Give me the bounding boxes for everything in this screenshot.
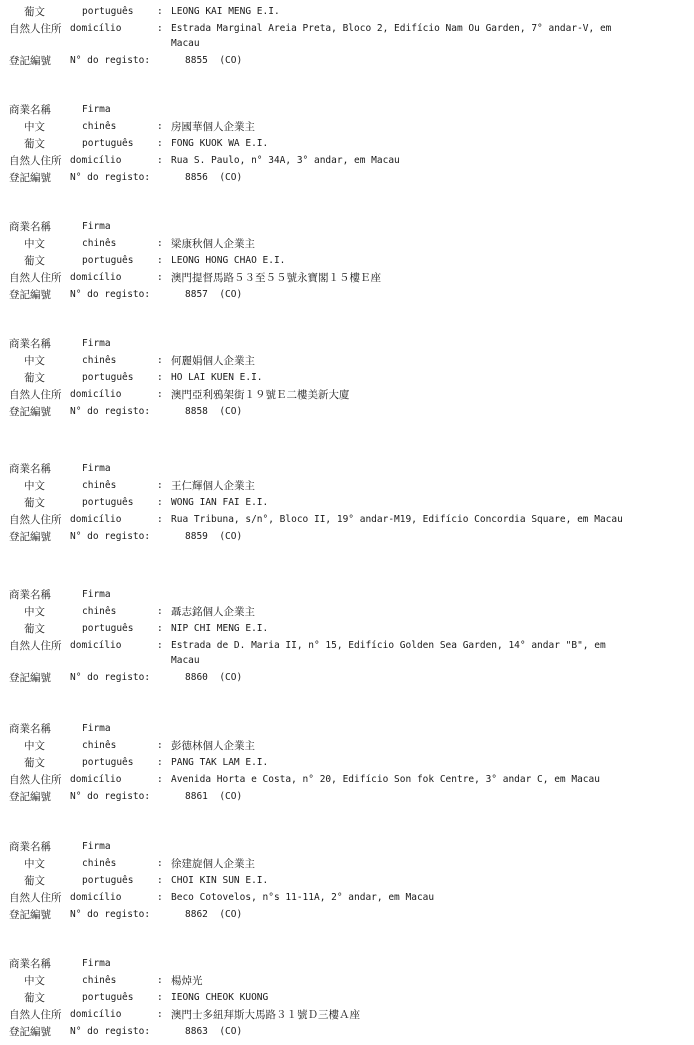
domicile-label-pt: domicílio: [70, 640, 122, 651]
field-colon: :: [157, 1009, 163, 1020]
registry-number: 8855 (CO): [185, 55, 243, 66]
chinese-name: 聶志銘個人企業主: [171, 606, 255, 618]
field-colon: :: [157, 640, 163, 651]
domicile-line: Estrada de D. Maria II, n° 15, Edifício Golden Sea Garden, 14° andar "B", em: [171, 640, 606, 651]
registry-number: 8858 (CO): [185, 406, 243, 417]
field-colon: :: [157, 975, 163, 986]
portuguese-name: IEONG CHEOK KUONG: [171, 992, 269, 1003]
firma-header-pt: Firma: [82, 589, 111, 600]
chinese-name: 王仁輝個人企業主: [171, 480, 255, 492]
chinese-label-pt: chinês: [82, 121, 117, 132]
domicile-label-zh: 自然人住所: [9, 23, 62, 35]
registry-label-zh: 登記編號: [9, 289, 51, 301]
firma-header-zh: 商業名稱: [9, 338, 51, 350]
registry-label-zh: 登記編號: [9, 672, 51, 684]
domicile-label-pt: domicílio: [70, 1009, 122, 1020]
portuguese-label-zh: 葡文: [24, 623, 45, 635]
registry-label-pt: N° do registo:: [70, 172, 151, 183]
registry-label-zh: 登記編號: [9, 406, 51, 418]
portuguese-label-pt: português: [82, 757, 134, 768]
firma-header-pt: Firma: [82, 958, 111, 969]
firma-header-zh: 商業名稱: [9, 463, 51, 475]
registry-number: 8860 (CO): [185, 672, 243, 683]
firma-header-zh: 商業名稱: [9, 841, 51, 853]
portuguese-label-zh: 葡文: [24, 875, 45, 887]
firma-header-pt: Firma: [82, 104, 111, 115]
domicile-label-zh: 自然人住所: [9, 272, 62, 284]
portuguese-label-zh: 葡文: [24, 497, 45, 509]
registry-label-pt: N° do registo:: [70, 406, 151, 417]
domicile-label-pt: domicílio: [70, 155, 122, 166]
portuguese-label-zh: 葡文: [24, 992, 45, 1004]
firma-header-zh: 商業名稱: [9, 221, 51, 233]
domicile-label-zh: 自然人住所: [9, 774, 62, 786]
registry-label-zh: 登記編號: [9, 791, 51, 803]
firma-header-pt: Firma: [82, 463, 111, 474]
domicile-line: Macau: [171, 38, 200, 49]
registry-label-pt: N° do registo:: [70, 55, 151, 66]
field-colon: :: [157, 155, 163, 166]
domicile-label-zh: 自然人住所: [9, 155, 62, 167]
chinese-label-zh: 中文: [24, 975, 45, 987]
portuguese-label-pt: português: [82, 992, 134, 1003]
chinese-name: 梁康秋個人企業主: [171, 238, 255, 250]
field-colon: :: [157, 480, 163, 491]
registry-label-zh: 登記編號: [9, 909, 51, 921]
field-colon: :: [157, 138, 163, 149]
portuguese-name: PANG TAK LAM E.I.: [171, 757, 269, 768]
chinese-label-pt: chinês: [82, 740, 117, 751]
chinese-label-pt: chinês: [82, 355, 117, 366]
portuguese-label-pt: português: [82, 497, 134, 508]
portuguese-label-pt: português: [82, 623, 134, 634]
domicile-line: Beco Cotovelos, n°s 11-11A, 2° andar, em Macau: [171, 892, 435, 903]
field-colon: :: [157, 255, 163, 266]
domicile-label-pt: domicílio: [70, 514, 122, 525]
registry-number: 8862 (CO): [185, 909, 243, 920]
firma-header-pt: Firma: [82, 338, 111, 349]
registry-label-pt: N° do registo:: [70, 791, 151, 802]
domicile-line: Avenida Horta e Costa, n° 20, Edifício Son fok Centre, 3° andar C, em Macau: [171, 774, 600, 785]
chinese-label-pt: chinês: [82, 858, 117, 869]
domicile-line: Estrada Marginal Areia Preta, Bloco 2, Edifício Nam Ou Garden, 7° andar-V, em: [171, 23, 612, 34]
chinese-name: 房國華個人企業主: [171, 121, 255, 133]
chinese-label-zh: 中文: [24, 121, 45, 133]
field-colon: :: [157, 6, 163, 17]
chinese-name: 何麗娟個人企業主: [171, 355, 255, 367]
registry-label-zh: 登記編號: [9, 1026, 51, 1038]
domicile-label-pt: domicílio: [70, 23, 122, 34]
firma-header-zh: 商業名稱: [9, 104, 51, 116]
domicile-label-zh: 自然人住所: [9, 389, 62, 401]
firma-header-zh: 商業名稱: [9, 589, 51, 601]
portuguese-label-zh: 葡文: [24, 255, 45, 267]
registry-label-zh: 登記編號: [9, 172, 51, 184]
field-colon: :: [157, 23, 163, 34]
portuguese-name: HO LAI KUEN E.I.: [171, 372, 263, 383]
field-colon: :: [157, 623, 163, 634]
field-colon: :: [157, 272, 163, 283]
chinese-label-zh: 中文: [24, 858, 45, 870]
field-colon: :: [157, 740, 163, 751]
portuguese-name: WONG IAN FAI E.I.: [171, 497, 269, 508]
registry-label-pt: N° do registo:: [70, 289, 151, 300]
portuguese-name: LEONG HONG CHAO E.I.: [171, 255, 286, 266]
domicile-label-zh: 自然人住所: [9, 514, 62, 526]
firma-header-pt: Firma: [82, 221, 111, 232]
chinese-name: 楊焯光: [171, 975, 203, 987]
registry-number: 8856 (CO): [185, 172, 243, 183]
field-colon: :: [157, 606, 163, 617]
registry-label-pt: N° do registo:: [70, 531, 151, 542]
chinese-label-pt: chinês: [82, 606, 117, 617]
portuguese-name: NIP CHI MENG E.I.: [171, 623, 269, 634]
chinese-label-zh: 中文: [24, 238, 45, 250]
firma-header-zh: 商業名稱: [9, 958, 51, 970]
portuguese-label-pt: português: [82, 6, 134, 17]
field-colon: :: [157, 757, 163, 768]
firma-header-pt: Firma: [82, 723, 111, 734]
portuguese-label-zh: 葡文: [24, 757, 45, 769]
portuguese-name: LEONG KAI MENG E.I.: [171, 6, 280, 17]
chinese-label-pt: chinês: [82, 975, 117, 986]
chinese-label-zh: 中文: [24, 740, 45, 752]
field-colon: :: [157, 774, 163, 785]
field-colon: :: [157, 121, 163, 132]
registry-label-zh: 登記編號: [9, 55, 51, 67]
domicile-label-pt: domicílio: [70, 389, 122, 400]
domicile-line: 澳門士多紐拜斯大馬路３１號Ｄ三樓Ａ座: [171, 1009, 360, 1021]
domicile-label-pt: domicílio: [70, 774, 122, 785]
field-colon: :: [157, 514, 163, 525]
chinese-label-pt: chinês: [82, 238, 117, 249]
portuguese-label-zh: 葡文: [24, 6, 45, 18]
domicile-label-zh: 自然人住所: [9, 640, 62, 652]
domicile-label-pt: domicílio: [70, 272, 122, 283]
registry-number: 8861 (CO): [185, 791, 243, 802]
field-colon: :: [157, 389, 163, 400]
firma-header-zh: 商業名稱: [9, 723, 51, 735]
portuguese-name: FONG KUOK WA E.I.: [171, 138, 269, 149]
field-colon: :: [157, 875, 163, 886]
registry-number: 8863 (CO): [185, 1026, 243, 1037]
domicile-label-zh: 自然人住所: [9, 892, 62, 904]
registry-number: 8857 (CO): [185, 289, 243, 300]
chinese-label-zh: 中文: [24, 480, 45, 492]
domicile-line: Macau: [171, 655, 200, 666]
registry-label-pt: N° do registo:: [70, 1026, 151, 1037]
portuguese-label-zh: 葡文: [24, 138, 45, 150]
domicile-line: Rua Tribuna, s/n°, Bloco II, 19° andar-M19, Edifício Concordia Square, em Macau: [171, 514, 623, 525]
domicile-label-pt: domicílio: [70, 892, 122, 903]
field-colon: :: [157, 992, 163, 1003]
portuguese-label-pt: português: [82, 255, 134, 266]
chinese-label-zh: 中文: [24, 606, 45, 618]
field-colon: :: [157, 892, 163, 903]
domicile-line: 澳門亞利鴉架街１９號Ｅ二樓美新大廈: [171, 389, 350, 401]
portuguese-label-pt: português: [82, 372, 134, 383]
field-colon: :: [157, 238, 163, 249]
portuguese-label-pt: português: [82, 875, 134, 886]
portuguese-name: CHOI KIN SUN E.I.: [171, 875, 269, 886]
firma-header-pt: Firma: [82, 841, 111, 852]
domicile-line: Rua S. Paulo, n° 34A, 3° andar, em Macau: [171, 155, 400, 166]
field-colon: :: [157, 355, 163, 366]
registry-number: 8859 (CO): [185, 531, 243, 542]
registry-label-pt: N° do registo:: [70, 672, 151, 683]
chinese-name: 徐建旋個人企業主: [171, 858, 255, 870]
portuguese-label-zh: 葡文: [24, 372, 45, 384]
chinese-label-pt: chinês: [82, 480, 117, 491]
chinese-name: 彭德林個人企業主: [171, 740, 255, 752]
domicile-label-zh: 自然人住所: [9, 1009, 62, 1021]
field-colon: :: [157, 372, 163, 383]
registry-label-zh: 登記編號: [9, 531, 51, 543]
field-colon: :: [157, 858, 163, 869]
domicile-line: 澳門提督馬路５３至５５號永寶閣１５樓Ｅ座: [171, 272, 381, 284]
portuguese-label-pt: português: [82, 138, 134, 149]
registry-label-pt: N° do registo:: [70, 909, 151, 920]
chinese-label-zh: 中文: [24, 355, 45, 367]
field-colon: :: [157, 497, 163, 508]
